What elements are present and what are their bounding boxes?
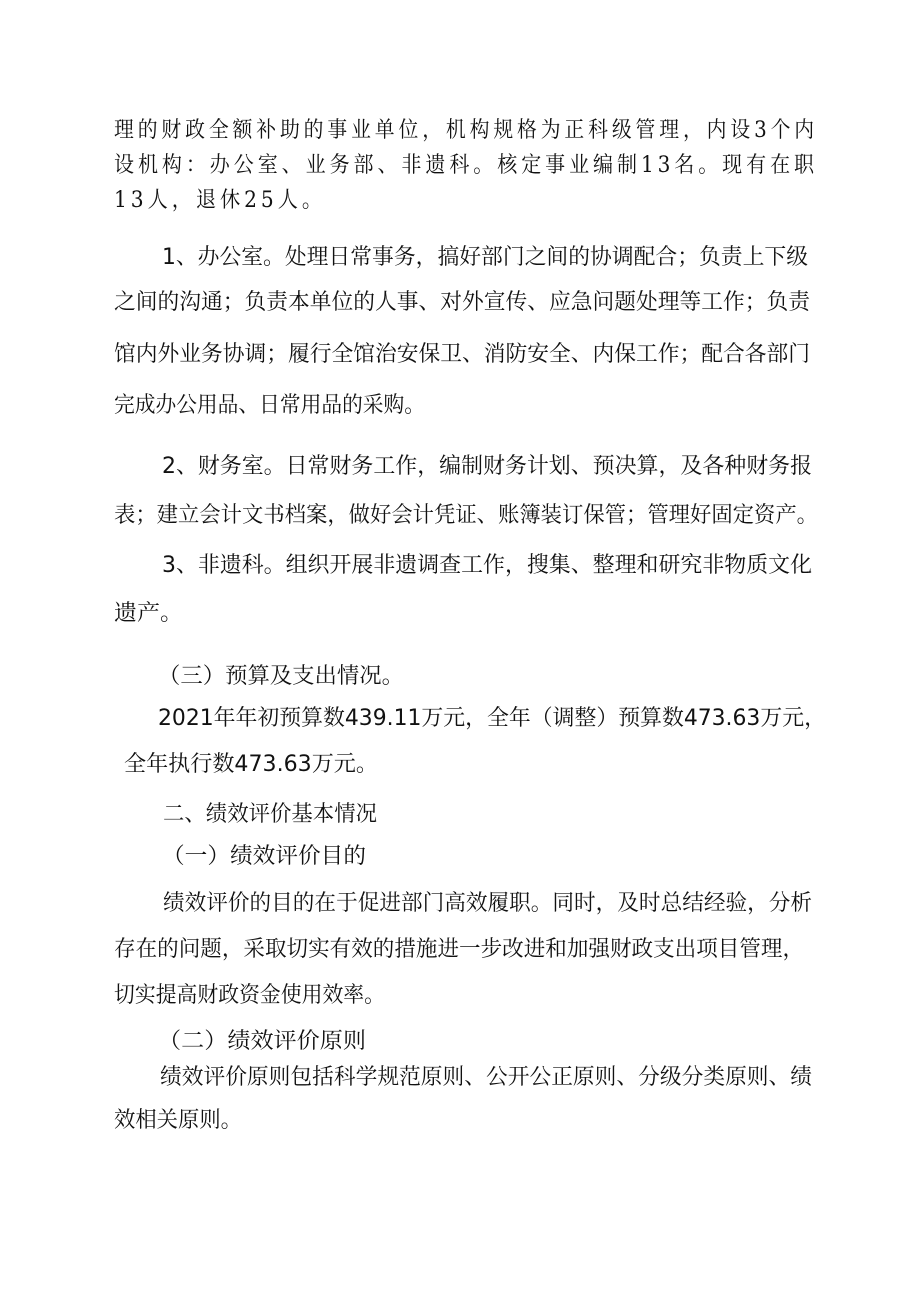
heritage-line-1: 3、非遗科。组织开展非遗调查工作，搜集、整理和研究非物质文化 — [162, 553, 812, 578]
intro-line-2: 设机构：办公室、业务部、非遗科。核定事业编制13名。现有在职 — [114, 153, 818, 178]
purpose-line-1: 绩效评价的目的在于促进部门高效履职。同时，及时总结经验，分析 — [163, 891, 813, 916]
section2-sub2: （二）绩效评价原则 — [158, 1029, 367, 1054]
purpose-line-2: 存在的问题，采取切实有效的措施进一步改进和加强财政支出项目管理， — [114, 937, 805, 962]
office-line-1: 1、办公室。处理日常事务，搞好部门之间的协调配合；负责上下级 — [162, 245, 808, 270]
finance-line-1: 2、财务室。日常财务工作，编制财务计划、预决算，及各种财务报 — [162, 454, 812, 479]
finance-line-2: 表；建立会计文书档案，做好会计凭证、账簿装订保管；管理好固定资产。 — [114, 503, 819, 528]
purpose-line-3: 切实提高财政资金使用效率。 — [114, 983, 386, 1008]
principle-line-2: 效相关原则。 — [114, 1108, 243, 1133]
office-line-4: 完成办公用品、日常用品的采购。 — [114, 393, 426, 418]
section2-sub1: （一）绩效评价目的 — [162, 844, 367, 869]
budget-heading: （三）预算及支出情况。 — [158, 664, 405, 689]
intro-line-1: 理的财政全额补助的事业单位，机构规格为正科级管理，内设3个内 — [114, 118, 818, 143]
heritage-line-2: 遗产。 — [114, 601, 184, 626]
intro-line-3: 13人，退休25人。 — [114, 188, 326, 213]
office-line-2: 之间的沟通；负责本单位的人事、对外宣传、应急问题处理等工作；负责 — [114, 290, 811, 315]
budget-line-2: 全年执行数473.63万元。 — [124, 752, 378, 777]
section2-heading: 二、绩效评价基本情况 — [163, 802, 378, 827]
office-line-3: 馆内外业务协调；履行全馆治安保卫、消防安全、内保工作；配合各部门 — [114, 342, 811, 367]
budget-line-1: 2021年年初预算数439.11万元，全年（调整）预算数473.63万元， — [158, 706, 826, 731]
principle-line-1: 绩效评价原则包括科学规范原则、公开公正原则、分级分类原则、绩 — [160, 1065, 813, 1090]
